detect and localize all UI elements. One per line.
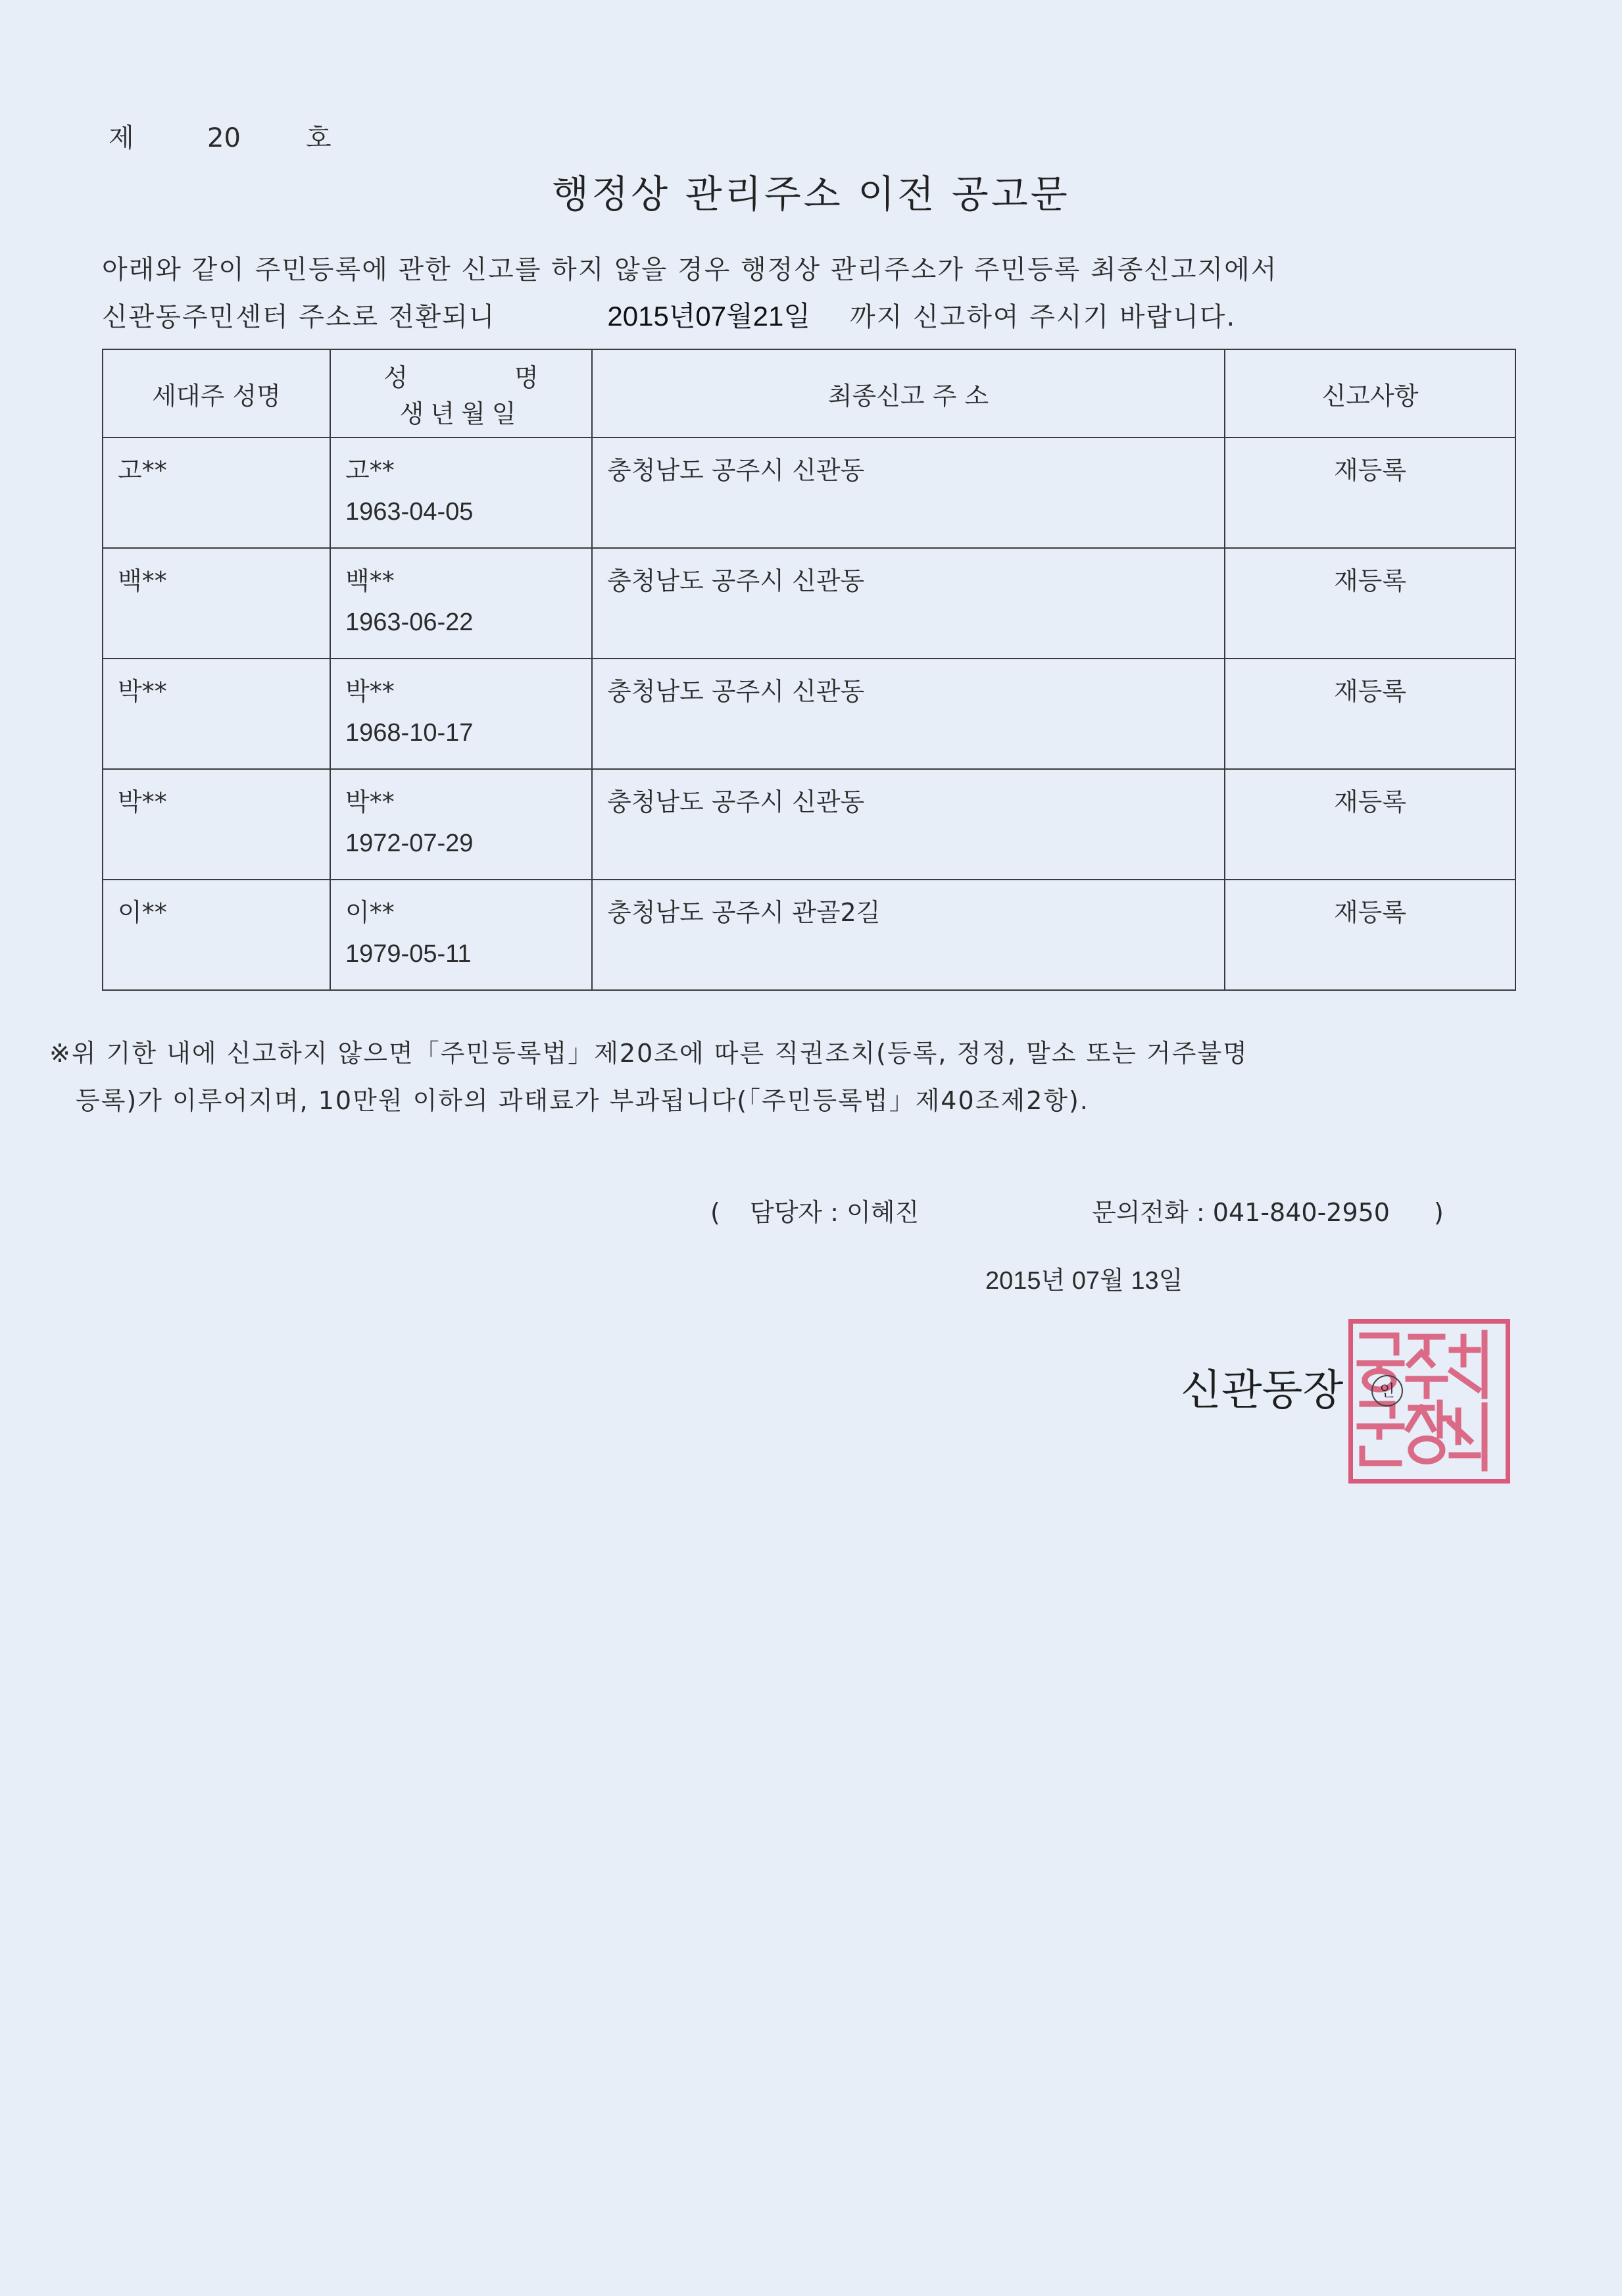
address-cell: 충청남도 공주시 신관동	[592, 437, 1225, 548]
notice-table	[102, 349, 1516, 991]
document-number-value: 20	[207, 123, 241, 153]
householder-cell: 박**	[103, 659, 330, 769]
header-person-birth: 생년월일	[399, 399, 523, 428]
contact-phone: 문의전화 : 041-840-2950	[1092, 1198, 1390, 1227]
contact-open-paren: (	[710, 1198, 720, 1227]
document-number	[109, 117, 332, 155]
householder-cell: 박**	[103, 769, 330, 880]
person-birth: 1979-05-11	[345, 940, 472, 968]
legal-note-line-2: 등록)가 이루어지며, 10만원 이하의 과태료가 부과됩니다(「주민등록법」제40조제2항).	[76, 1086, 1089, 1115]
person-cell	[330, 548, 592, 659]
table-header-row	[103, 349, 1515, 437]
person-cell	[330, 769, 592, 880]
table-row	[103, 659, 1515, 769]
person-birth: 1963-06-22	[345, 609, 474, 636]
person-cell	[330, 659, 592, 769]
header-person-name: 성 명	[383, 363, 539, 392]
intro-line-2-after: 까지 신고하여 주시기 바랍니다.	[849, 302, 1237, 332]
person-name: 백**	[345, 566, 395, 595]
person-birth: 1968-10-17	[345, 719, 474, 747]
seal-mark-in: 인	[1371, 1375, 1403, 1407]
person-birth: 1963-04-05	[345, 498, 474, 526]
table-row	[103, 880, 1515, 990]
official-seal-stamp	[1348, 1319, 1510, 1484]
deadline-date: 2015년07월21일	[607, 301, 810, 332]
table-row	[103, 437, 1515, 548]
householder-cell: 이**	[103, 880, 330, 990]
status-cell: 재등록	[1225, 437, 1515, 548]
address-cell: 충청남도 공주시 신관동	[592, 548, 1225, 659]
contact-manager: 담당자 : 이혜진	[750, 1198, 920, 1227]
header-report: 신고사항	[1225, 349, 1515, 437]
intro-line-1: 아래와 같이 주민등록에 관한 신고를 하지 않을 경우 행정상 관리주소가 주민등록 최종신고지에서	[102, 255, 1278, 285]
address-cell: 충청남도 공주시 신관동	[592, 659, 1225, 769]
status-cell: 재등록	[1225, 548, 1515, 659]
table-row	[103, 769, 1515, 880]
intro-line-2	[102, 295, 1236, 334]
person-name: 고**	[345, 456, 395, 485]
table-row	[103, 548, 1515, 659]
person-birth: 1972-07-29	[345, 830, 474, 857]
page-title: 행정상 관리주소 이전 공고문	[552, 172, 1070, 216]
issue-date: 2015년 07월 13일	[985, 1267, 1183, 1295]
person-cell	[330, 437, 592, 548]
header-householder: 세대주 성명	[103, 349, 330, 437]
person-name: 박**	[345, 787, 395, 816]
status-cell: 재등록	[1225, 769, 1515, 880]
address-cell: 충청남도 공주시 관골2길	[592, 880, 1225, 990]
header-address: 최종신고 주 소	[592, 349, 1225, 437]
householder-cell: 고**	[103, 437, 330, 548]
address-cell: 충청남도 공주시 신관동	[592, 769, 1225, 880]
householder-cell: 백**	[103, 548, 330, 659]
contact-close-paren: )	[1434, 1198, 1444, 1227]
status-cell: 재등록	[1225, 659, 1515, 769]
person-name: 박**	[345, 677, 395, 706]
status-cell: 재등록	[1225, 880, 1515, 990]
header-person	[330, 349, 592, 437]
signatory-title: 신관동장	[1181, 1366, 1344, 1415]
document-number-prefix: 제	[109, 123, 134, 153]
intro-line-2-before: 신관동주민센터 주소로 전환되니	[102, 302, 496, 332]
person-name: 이**	[345, 898, 395, 927]
person-cell	[330, 880, 592, 990]
contact-info	[710, 1192, 1444, 1228]
legal-note-line-1: ※위 기한 내에 신고하지 않으면「주민등록법」제20조에 따른 직권조치(등록, 정정, 말소 또는 거주불명	[49, 1039, 1248, 1068]
document-number-suffix: 호	[306, 123, 332, 153]
